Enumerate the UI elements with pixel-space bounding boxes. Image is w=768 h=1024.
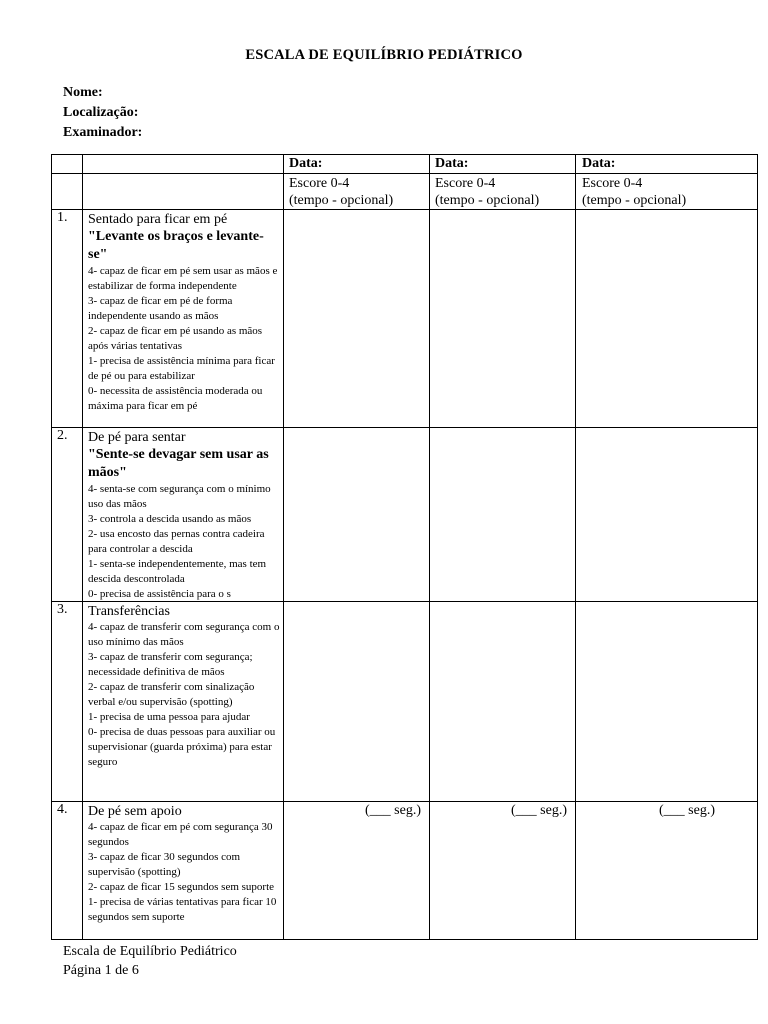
- table-border-bottom: [51, 939, 758, 940]
- item-number: 3.: [57, 602, 68, 617]
- item-instruction: "Levante os braços e levante-se": [88, 229, 264, 262]
- score-criteria-list: [88, 264, 281, 414]
- score-criterion: 2- capaz de ficar em pé usando as mãos após várias tentativas: [88, 325, 263, 352]
- score-criterion: 3- controla a descida usando as mãos: [88, 513, 252, 525]
- item-number: 1.: [57, 210, 68, 225]
- examiner-field-label: Examinador:: [63, 125, 143, 140]
- table-row-item-1: [51, 209, 758, 427]
- score-label: Escore 0-4: [435, 176, 496, 191]
- score-criterion: 4- capaz de ficar em pé com segurança 30 segundos: [88, 821, 273, 848]
- score-criterion: 4- capaz de ficar em pé sem usar as mãos e estabilizar de forma independente: [88, 265, 278, 292]
- header-fields: [63, 83, 142, 143]
- score-header-3: [582, 175, 686, 209]
- score-criterion: 4- capaz de transferir com segurança com o uso mínimo das mãos: [88, 621, 280, 648]
- item-title: De pé para sentar: [88, 430, 186, 445]
- score-header-2: [435, 175, 539, 209]
- score-criteria-list: [88, 820, 281, 925]
- item-title: De pé sem apoio: [88, 804, 182, 819]
- assessment-table: [51, 154, 758, 940]
- score-criterion: 2- capaz de transferir com sinalização verbal e/ou supervisão (spotting): [88, 681, 255, 708]
- table-row-item-2: [51, 427, 758, 601]
- score-criterion: 3- capaz de ficar 30 segundos com supervisão (spotting): [88, 851, 241, 878]
- item-title: Transferências: [88, 604, 170, 619]
- score-criterion: 2- capaz de ficar 15 segundos sem suporte: [88, 881, 275, 893]
- score-criterion: 3- capaz de transferir com segurança; necessidade definitiva de mãos: [88, 651, 253, 678]
- table-border-top: [51, 154, 758, 155]
- time-label: (tempo - opcional): [435, 193, 540, 208]
- seconds-field-1: (___ seg.): [365, 803, 421, 818]
- score-criteria-list: [88, 482, 281, 602]
- score-criterion: 1- precisa de uma pessoa para ajudar: [88, 711, 250, 723]
- time-label: (tempo - opcional): [582, 193, 687, 208]
- date-label-2: Data:: [435, 156, 469, 171]
- score-header-1: [289, 175, 393, 209]
- name-field-label: Nome:: [63, 85, 103, 100]
- score-criteria-list: [88, 620, 281, 770]
- item-description: [88, 429, 281, 602]
- page-title: ESCALA DE EQUILÍBRIO PEDIÁTRICO: [245, 47, 523, 63]
- date-label-1: Data:: [289, 156, 323, 171]
- item-description: [88, 803, 281, 925]
- item-description: [88, 603, 281, 770]
- item-description: [88, 211, 281, 414]
- page-number: Página 1 de 6: [63, 963, 139, 978]
- score-criterion: 2- usa encosto das pernas contra cadeira para controlar a descida: [88, 528, 265, 555]
- item-number: 4.: [57, 802, 68, 817]
- footer-title: Escala de Equilíbrio Pediátrico: [63, 944, 237, 959]
- score-label: Escore 0-4: [289, 176, 350, 191]
- item-instruction: "Sente-se devagar sem usar as mãos": [88, 447, 269, 480]
- score-criterion: 0- necessita de assistência moderada ou máxima para ficar em pé: [88, 385, 263, 412]
- table-row-item-4: [51, 801, 758, 939]
- score-criterion: 0- precisa de duas pessoas para auxiliar ou supervisionar (guarda próxima) para estar seguro: [88, 726, 276, 768]
- row-divider: [51, 173, 758, 174]
- time-label: (tempo - opcional): [289, 193, 394, 208]
- seconds-field-2: (___ seg.): [511, 803, 567, 818]
- score-criterion: 0- precisa de assistência para o s: [88, 588, 231, 600]
- date-label-3: Data:: [582, 156, 616, 171]
- table-row-item-3: [51, 601, 758, 801]
- score-criterion: 3- capaz de ficar em pé de forma independente usando as mãos: [88, 295, 233, 322]
- score-criterion: 1- senta-se independentemente, mas tem descida descontrolada: [88, 558, 267, 585]
- item-number: 2.: [57, 428, 68, 443]
- location-field-label: Localização:: [63, 105, 139, 120]
- item-title: Sentado para ficar em pé: [88, 212, 228, 227]
- score-label: Escore 0-4: [582, 176, 643, 191]
- score-criterion: 4- senta-se com segurança com o mínimo uso das mãos: [88, 483, 271, 510]
- page-footer: [63, 942, 237, 980]
- score-criterion: 1- precisa de várias tentativas para ficar 10 segundos sem suporte: [88, 896, 277, 923]
- score-criterion: 1- precisa de assistência mínima para ficar de pé ou para estabilizar: [88, 355, 275, 382]
- seconds-field-3: (___ seg.): [659, 803, 715, 818]
